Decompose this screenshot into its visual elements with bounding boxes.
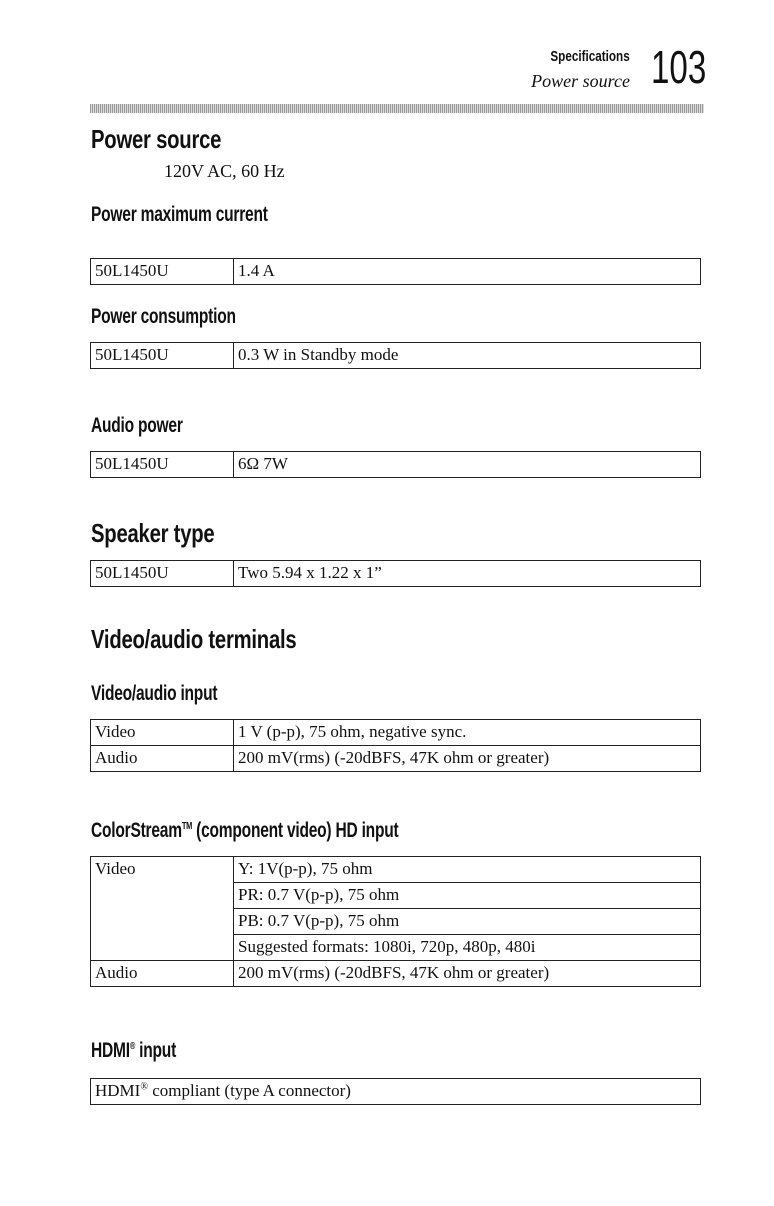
value-cell: 200 mV(rms) (-20dBFS, 47K ohm or greater) <box>234 746 701 772</box>
value-cell: 6Ω 7W <box>234 452 701 478</box>
heading-power-consumption: Power consumption <box>91 305 236 328</box>
heading-power-maximum-current: Power maximum current <box>91 203 268 226</box>
heading-video-audio-terminals: Video/audio terminals <box>91 624 297 654</box>
hdmi-value-rest: compliant (type A connector) <box>147 1081 351 1100</box>
table-row <box>91 452 701 478</box>
model-cell: 50L1450U <box>91 561 234 587</box>
heading-hdmi-input <box>91 1039 176 1063</box>
model-cell: 50L1450U <box>91 259 234 285</box>
label-cell: Video <box>91 857 234 961</box>
heading-speaker-type: Speaker type <box>91 518 215 548</box>
model-cell: 50L1450U <box>91 452 234 478</box>
hdmi-value-text: HDMI <box>95 1081 141 1100</box>
power-consumption-table <box>90 342 701 369</box>
value-cell: Suggested formats: 1080i, 720p, 480p, 480i <box>234 935 701 961</box>
speaker-type-table <box>90 560 701 587</box>
value-cell: Two 5.94 x 1.22 x 1” <box>234 561 701 587</box>
heading-power-source: Power source <box>91 124 222 154</box>
value-cell: Y: 1V(p-p), 75 ohm <box>234 857 701 883</box>
hdmi-input-table <box>90 1078 701 1105</box>
hdmi-title-rest: input <box>135 1039 177 1062</box>
model-cell: 50L1450U <box>91 343 234 369</box>
table-row <box>91 1079 701 1105</box>
label-cell: Video <box>91 720 234 746</box>
colorstream-title-text: ColorStream <box>91 819 182 842</box>
running-header-subsection: Power source <box>531 71 630 91</box>
heading-colorstream-hd-input <box>91 819 398 843</box>
table-row <box>91 746 701 772</box>
value-cell <box>91 1079 701 1105</box>
audio-power-table <box>90 451 701 478</box>
power-source-value: 120V AC, 60 Hz <box>164 161 285 181</box>
colorstream-title-rest: (component video) HD input <box>192 819 399 842</box>
hdmi-title-text: HDMI <box>91 1039 130 1062</box>
table-row <box>91 259 701 285</box>
value-cell: 1 V (p-p), 75 ohm, negative sync. <box>234 720 701 746</box>
table-row <box>91 720 701 746</box>
page-number: 103 <box>651 41 707 93</box>
heading-video-audio-input: Video/audio input <box>91 682 218 705</box>
header-rule <box>90 104 704 113</box>
value-cell: 1.4 A <box>234 259 701 285</box>
registered-mark: ® <box>129 1041 136 1052</box>
value-cell: PB: 0.7 V(p-p), 75 ohm <box>234 909 701 935</box>
video-audio-input-table <box>90 719 701 772</box>
label-cell: Audio <box>91 961 234 987</box>
table-row <box>91 561 701 587</box>
table-row <box>91 961 701 987</box>
colorstream-table <box>90 856 701 987</box>
table-row <box>91 857 701 883</box>
trademark-mark: TM <box>181 821 193 832</box>
label-cell: Audio <box>91 746 234 772</box>
value-cell: PR: 0.7 V(p-p), 75 ohm <box>234 883 701 909</box>
value-cell: 200 mV(rms) (-20dBFS, 47K ohm or greater) <box>234 961 701 987</box>
running-header-section: Specifications <box>550 48 630 65</box>
value-cell: 0.3 W in Standby mode <box>234 343 701 369</box>
table-row <box>91 343 701 369</box>
registered-mark: ® <box>140 1081 148 1093</box>
heading-audio-power: Audio power <box>91 414 183 437</box>
power-max-current-table <box>90 258 701 285</box>
